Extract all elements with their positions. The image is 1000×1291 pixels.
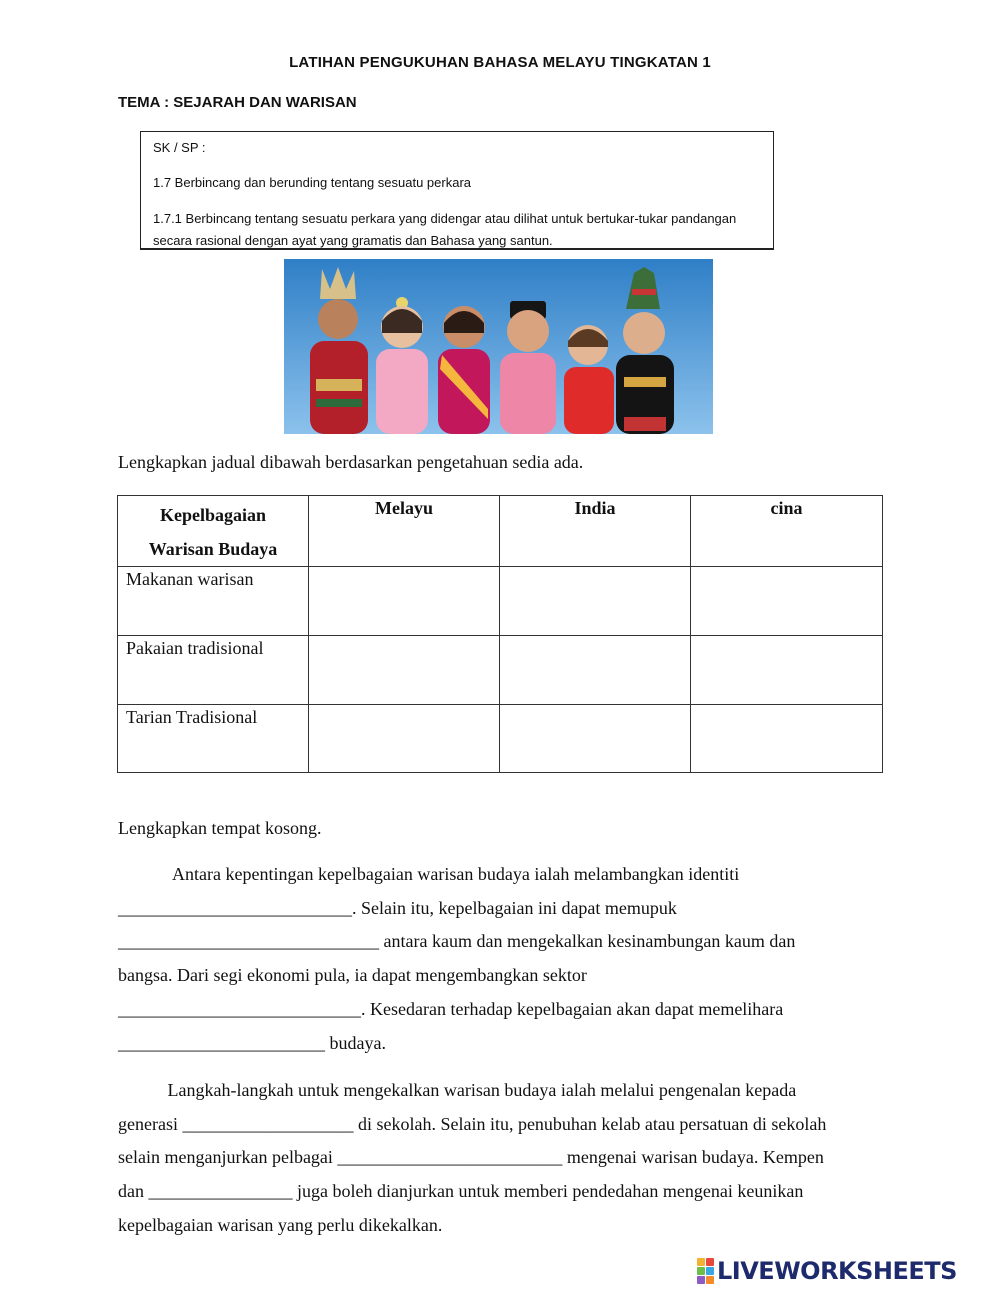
sk-sp-box [140, 131, 774, 250]
answer-cell[interactable] [691, 705, 883, 773]
paragraph-langkah [118, 1074, 888, 1243]
paragraph-line: bangsa. Dari segi ekonomi pula, ia dapat mengembangkan sektor [118, 965, 587, 986]
paragraph-line: Antara kepentingan kepelbagaian warisan budaya ialah melambangkan identiti [118, 864, 740, 884]
answer-cell[interactable] [500, 636, 691, 705]
table-header-row [118, 496, 883, 567]
row-label-tarian: Tarian Tradisional [118, 705, 309, 773]
answer-cell[interactable] [309, 567, 500, 636]
children-traditional-costumes-photo [284, 259, 713, 434]
paragraph-line: _____________________________ antara kaum dan mengekalkan kesinambungan kaum dan [118, 931, 796, 952]
header-line-2: Warisan Budaya [148, 539, 278, 559]
theme-heading: TEMA : SEJARAH DAN WARISAN [118, 94, 357, 111]
column-header-cina: cina [691, 496, 883, 567]
paragraph-line: ___________________________. Kesedaran terhadap kepelbagaian akan dapat memelihara [118, 998, 784, 1019]
answer-cell[interactable] [309, 636, 500, 705]
photo-illustration [284, 259, 713, 434]
table-row [118, 705, 883, 773]
child-figure [376, 297, 428, 434]
heritage-table [117, 495, 883, 773]
column-header-melayu: Melayu [309, 496, 500, 567]
paragraph-line: kepelbagaian warisan yang perlu dikekalkan. [118, 1214, 443, 1235]
liveworksheets-logo [697, 1256, 957, 1286]
answer-cell[interactable] [691, 636, 883, 705]
row-label-pakaian: Pakaian tradisional [118, 636, 309, 705]
paragraph-line: Langkah-langkah untuk mengekalkan warisan budaya ialah melalui pengenalan kepada [118, 1080, 797, 1100]
paragraph-line: _______________________ budaya. [118, 1032, 386, 1053]
logo-text: LIVEWORKSHEETS [717, 1257, 957, 1285]
column-header-india: India [500, 496, 691, 567]
table-row [118, 567, 883, 636]
table-row [118, 636, 883, 705]
answer-cell[interactable] [309, 705, 500, 773]
answer-cell[interactable] [691, 567, 883, 636]
sk-standard-1-7: 1.7 Berbincang dan berunding tentang sesuatu perkara [153, 175, 472, 190]
paragraph-kepentingan [118, 858, 888, 1060]
paragraph-line: selain menganjurkan pelbagai _________________________ mengenai warisan budaya. Kempen [118, 1147, 824, 1168]
sp-standard-1-7-1: 1.7.1 Berbincang tentang sesuatu perkara yang didengar atau dilihat untuk bertukar-tukar pandangan secara rasional dengan ayat yang gramatis dan Bahasa yang santun. [153, 211, 737, 248]
sk-sp-label: SK / SP : [153, 140, 206, 155]
fill-blank-instruction: Lengkapkan tempat kosong. [118, 818, 322, 838]
paragraph-line: generasi ___________________ di sekolah. Selain itu, penubuhan kelab atau persatuan di sekolah [118, 1113, 827, 1134]
table-instruction: Lengkapkan jadual dibawah berdasarkan pengetahuan sedia ada. [118, 452, 584, 472]
answer-cell[interactable] [500, 705, 691, 773]
child-figure [438, 306, 490, 434]
header-kepelbagaian [118, 496, 309, 567]
answer-cell[interactable] [500, 567, 691, 636]
paragraph-line: dan ________________ juga boleh dianjurkan untuk memberi pendedahan mengenai keunikan [118, 1181, 804, 1202]
logo-blocks-icon [697, 1258, 714, 1284]
child-figure [564, 325, 614, 434]
header-line-1: Kepelbagaian [159, 505, 266, 525]
row-label-makanan: Makanan warisan [118, 567, 309, 636]
paragraph-line: __________________________. Selain itu, kepelbagaian ini dapat memupuk [118, 897, 677, 918]
document-title: LATIHAN PENGUKUHAN BAHASA MELAYU TINGKATAN 1 [289, 54, 711, 71]
